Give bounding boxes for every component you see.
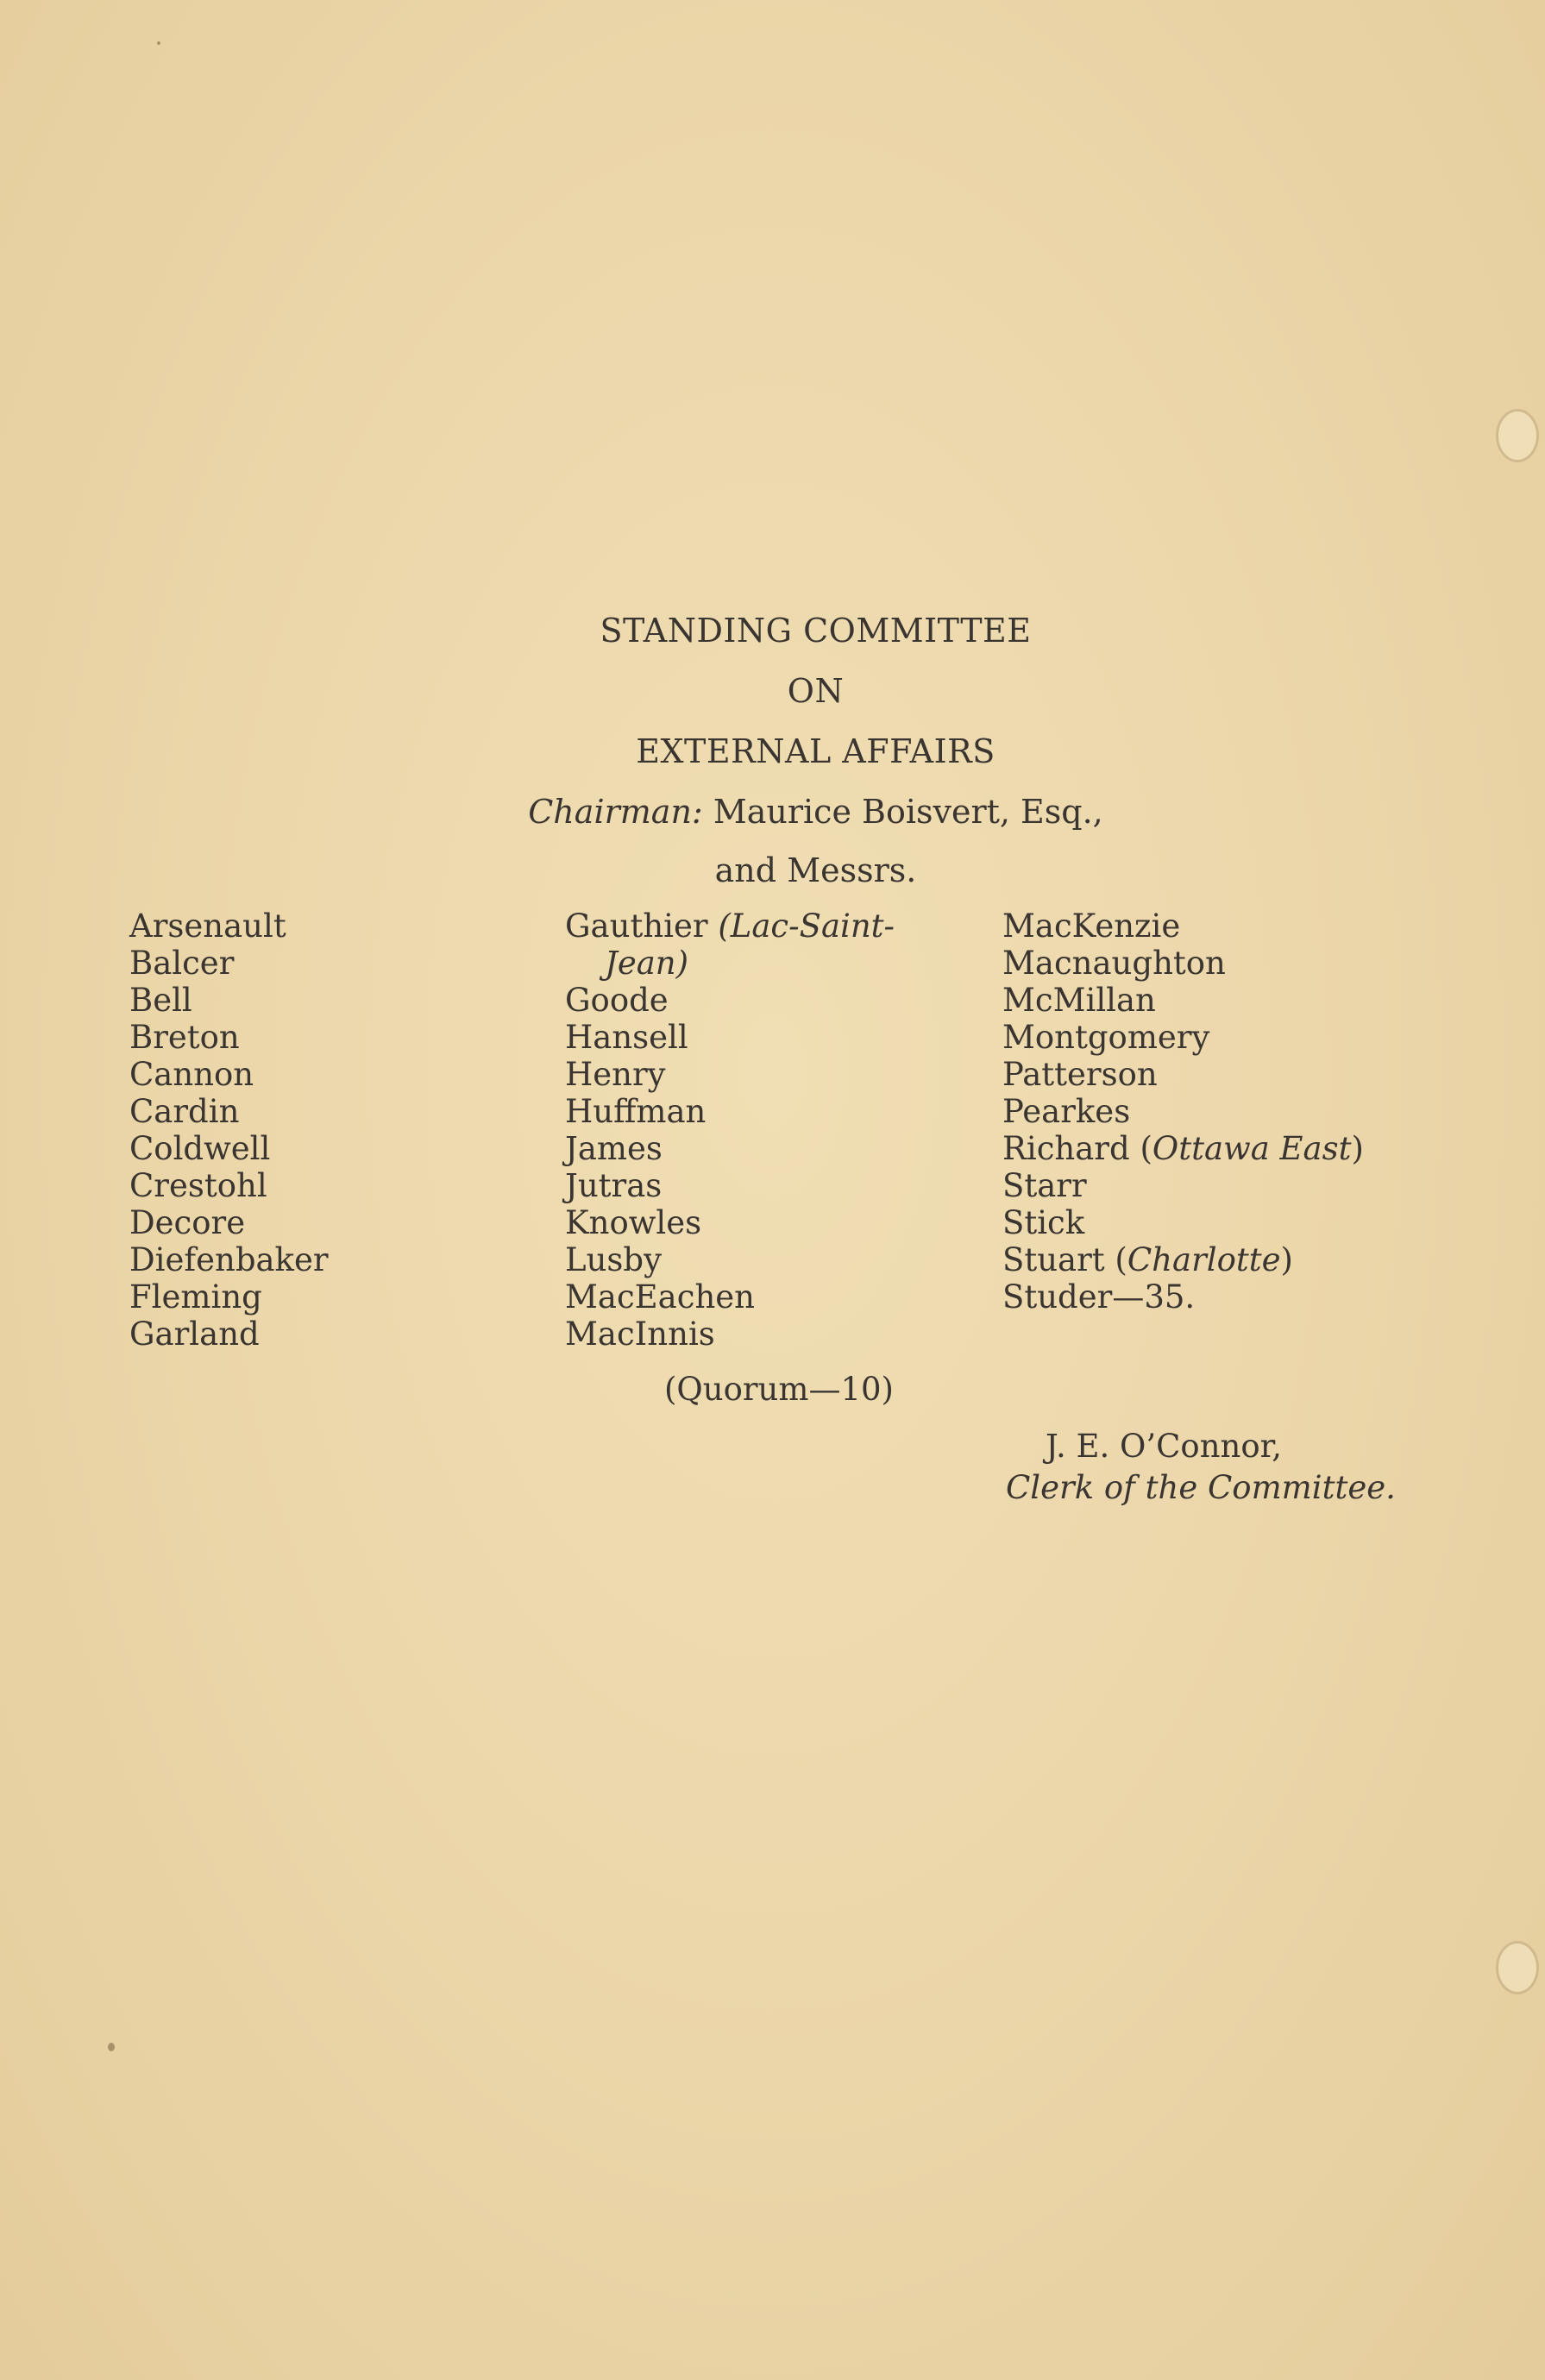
member-name: Balcer bbox=[129, 945, 235, 982]
chairman-line bbox=[43, 793, 1545, 831]
clerk-title: Clerk of the Committee. bbox=[1006, 1469, 1396, 1506]
member-name: MacEachen bbox=[565, 1278, 756, 1316]
member-name: Hansell bbox=[565, 1019, 688, 1056]
punch-hole bbox=[1496, 1941, 1539, 1994]
member-name: Breton bbox=[129, 1019, 240, 1056]
member-name-with-riding bbox=[565, 907, 895, 945]
member-name-with-riding: Stuart (Charlotte) bbox=[1002, 1241, 1293, 1278]
member-name: Jutras bbox=[565, 1167, 663, 1204]
member-name: Stuart bbox=[1002, 1241, 1105, 1278]
member-name: Diefenbaker bbox=[129, 1241, 329, 1278]
punch-hole bbox=[1496, 409, 1539, 462]
member-name: Gauthier bbox=[565, 907, 708, 945]
quorum-note: (Quorum—10) bbox=[664, 1371, 894, 1408]
member-name: Arsenault bbox=[129, 907, 286, 945]
member-name: Cardin bbox=[129, 1093, 240, 1130]
member-name: Garland bbox=[129, 1316, 260, 1353]
member-name: Cannon bbox=[129, 1056, 254, 1093]
chairman-name: Maurice Boisvert, Esq., bbox=[713, 793, 1103, 831]
member-name: Pearkes bbox=[1002, 1093, 1131, 1130]
member-name: Lusby bbox=[565, 1241, 662, 1278]
member-name: Goode bbox=[565, 982, 669, 1019]
members-column-1 bbox=[129, 907, 329, 1353]
member-name: James bbox=[565, 1130, 663, 1167]
committee-title-line3: EXTERNAL AFFAIRS bbox=[636, 732, 995, 770]
paper-speck bbox=[157, 41, 160, 45]
riding-name: Ottawa East bbox=[1152, 1130, 1352, 1167]
member-name: Starr bbox=[1002, 1167, 1087, 1204]
member-name: MacInnis bbox=[565, 1316, 715, 1353]
member-name: Macnaughton bbox=[1002, 945, 1226, 982]
riding-name: Charlotte bbox=[1127, 1241, 1281, 1278]
riding-name-continued: Jean) bbox=[605, 945, 689, 982]
member-name: Studer—35. bbox=[1002, 1278, 1196, 1316]
member-name: Crestohl bbox=[129, 1167, 267, 1204]
member-name: Patterson bbox=[1002, 1056, 1158, 1093]
clerk-name: J. E. O’Connor, bbox=[1046, 1428, 1283, 1465]
members-column-3 bbox=[1002, 907, 1364, 1316]
member-name: Fleming bbox=[129, 1278, 262, 1316]
member-name: Montgomery bbox=[1002, 1019, 1210, 1056]
member-name: McMillan bbox=[1002, 982, 1156, 1019]
member-name: Bell bbox=[129, 982, 192, 1019]
committee-title-line1: STANDING COMMITTEE bbox=[600, 612, 1032, 650]
member-name: Coldwell bbox=[129, 1130, 271, 1167]
chairman-label: Chairman: bbox=[528, 793, 703, 831]
members-intro: and Messrs. bbox=[714, 851, 917, 889]
paper-speck bbox=[108, 2043, 115, 2051]
member-name: MacKenzie bbox=[1002, 907, 1181, 945]
member-name: Richard bbox=[1002, 1130, 1130, 1167]
member-name: Stick bbox=[1002, 1204, 1085, 1241]
member-name: Huffman bbox=[565, 1093, 707, 1130]
members-column-2 bbox=[565, 907, 895, 1353]
riding-name: (Lac-Saint- bbox=[718, 907, 895, 945]
member-name: Henry bbox=[565, 1056, 666, 1093]
member-name: Knowles bbox=[565, 1204, 702, 1241]
member-name: Decore bbox=[129, 1204, 246, 1241]
member-name-with-riding: Richard (Ottawa East) bbox=[1002, 1130, 1364, 1167]
committee-title-line2: ON bbox=[787, 672, 845, 710]
